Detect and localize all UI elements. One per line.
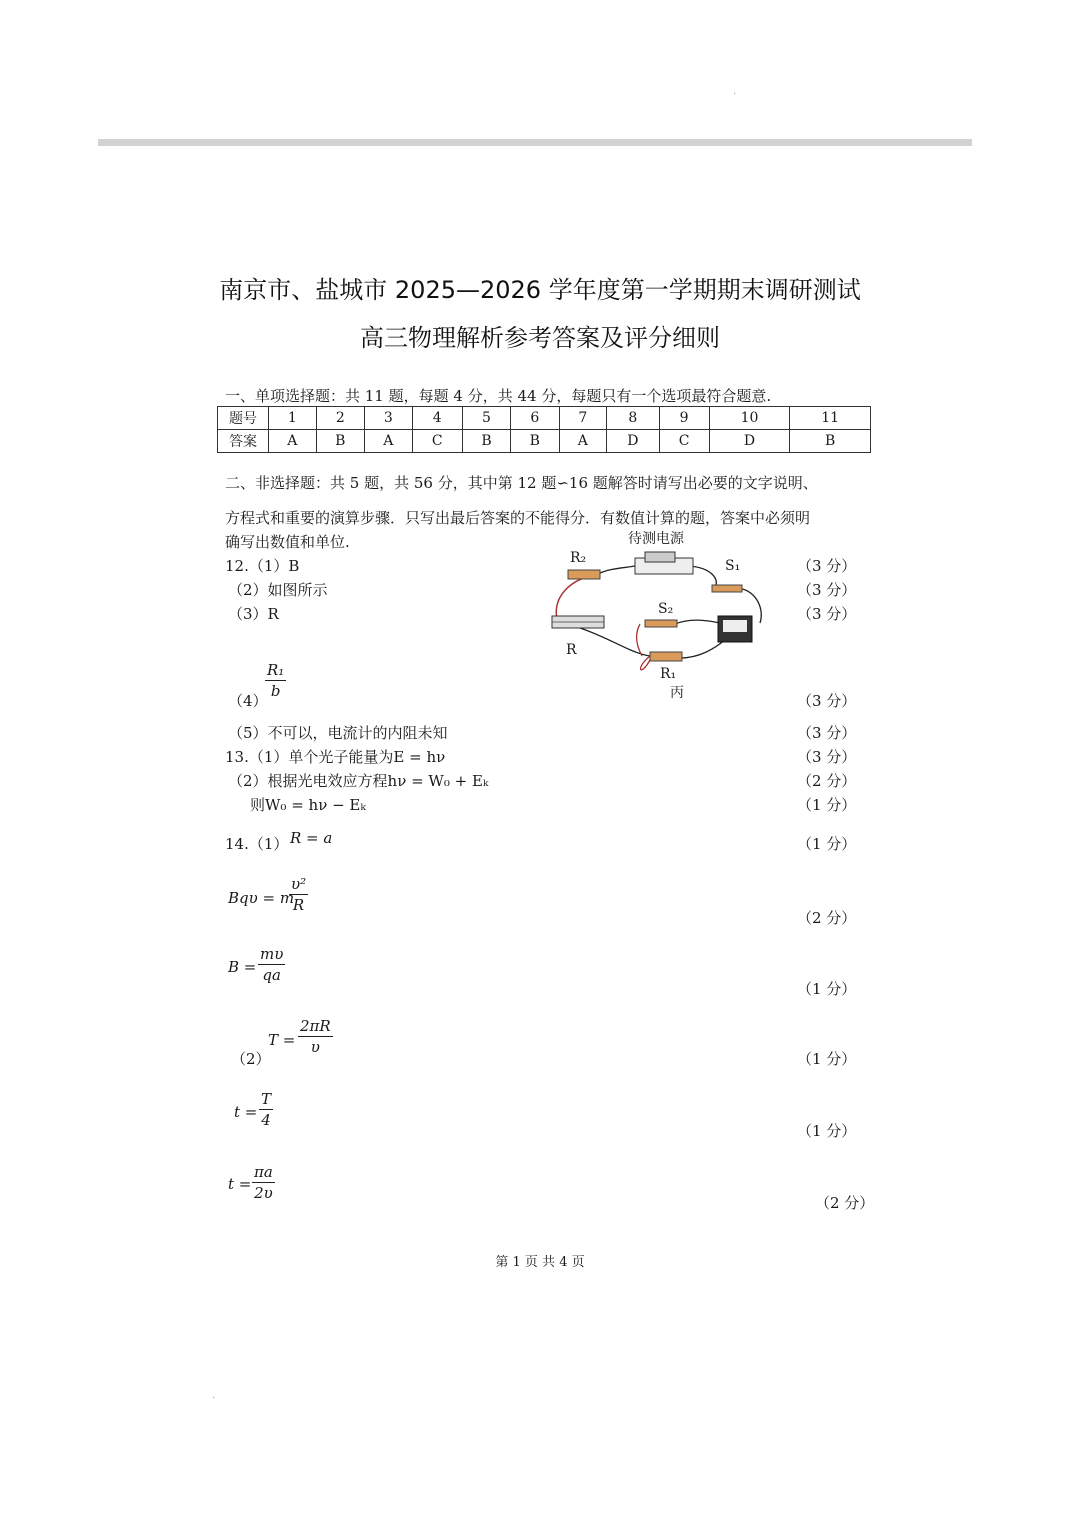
fraction-denominator: υ — [310, 1038, 320, 1056]
q14-eq2-lhs: Bqυ = m — [228, 889, 295, 907]
q12-part5: （5）不可以，电流计的内阻未知 — [228, 724, 448, 742]
score: （3 分） — [797, 724, 857, 742]
r1-label: R₁ — [660, 666, 677, 682]
q14-part2-label: （2） — [231, 1050, 271, 1068]
fraction-numerator: mυ — [260, 945, 284, 963]
table-cell: A — [559, 430, 607, 453]
score: （3 分） — [797, 605, 857, 623]
table-cell: 10 — [709, 407, 790, 430]
table-cell: 8 — [607, 407, 659, 430]
table-cell: C — [659, 430, 709, 453]
page-top-bar — [98, 139, 972, 146]
table-cell: B — [511, 430, 559, 453]
table-cell: B — [790, 430, 871, 453]
table-row-answers — [218, 430, 871, 453]
score: （2 分） — [797, 909, 857, 927]
score: （1 分） — [797, 1050, 857, 1068]
table-cell: 3 — [364, 407, 412, 430]
score: （1 分） — [797, 796, 857, 814]
q12-fraction — [265, 660, 286, 701]
speck: . — [212, 1390, 216, 1401]
speck: . — [733, 86, 737, 97]
q12-part3: （3）R — [228, 605, 279, 623]
score: （3 分） — [797, 692, 857, 710]
table-cell: 5 — [462, 407, 510, 430]
diagram-caption: 丙 — [670, 685, 684, 701]
table-cell: 1 — [269, 407, 317, 430]
fraction-denominator: b — [270, 682, 281, 700]
fraction-numerator: T — [261, 1090, 272, 1108]
answer-table — [217, 406, 871, 453]
score: （2 分） — [815, 1194, 875, 1212]
score: （3 分） — [797, 581, 857, 599]
table-cell: 11 — [790, 407, 871, 430]
source-label: 待测电源 — [628, 531, 684, 547]
score: （2 分） — [797, 772, 857, 790]
fraction-numerator: R₁ — [267, 661, 285, 679]
document-subtitle: 高三物理解析参考答案及评分细则 — [360, 324, 720, 352]
q13-part2: （2）根据光电效应方程hν = W₀ + Eₖ — [228, 772, 489, 790]
table-cell: 2 — [316, 407, 364, 430]
q14-eq3-lhs: B = — [228, 958, 257, 976]
q14-eq5-fraction — [259, 1089, 273, 1130]
table-cell: 4 — [412, 407, 462, 430]
fraction-denominator: 2υ — [254, 1184, 273, 1202]
s2-label: S₂ — [658, 601, 674, 617]
q14-eq6-fraction — [252, 1162, 275, 1203]
fraction-numerator: υ² — [291, 875, 307, 893]
q14-eq5-lhs: t = — [234, 1103, 258, 1121]
r-label: R — [566, 642, 577, 658]
q14-eq4-fraction — [298, 1016, 333, 1057]
table-cell: B — [316, 430, 364, 453]
score: （1 分） — [797, 980, 857, 998]
score: （1 分） — [797, 835, 857, 853]
section-1-heading: 一、单项选择题：共 11 题，每题 4 分，共 44 分，每题只有一个选项最符合题意. — [225, 387, 772, 405]
q13-part3: 则W₀ = hν − Eₖ — [250, 796, 366, 814]
q14-eq1: R = a — [290, 829, 333, 847]
q14-eq4-lhs: T = — [268, 1031, 296, 1049]
table-cell: D — [709, 430, 790, 453]
document-title: 南京市、盐城市 2025—2026 学年度第一学期期末调研测试 — [219, 276, 861, 304]
q14-eq6-lhs: t = — [228, 1175, 252, 1193]
page-footer: 第 1 页 共 4 页 — [495, 1255, 585, 1270]
q12-part1: 12.（1）B — [225, 557, 300, 575]
table-cell: 7 — [559, 407, 607, 430]
fraction-denominator: R — [292, 896, 305, 914]
fraction-numerator: πa — [254, 1163, 273, 1181]
q14-eq3-fraction — [258, 944, 285, 985]
section-2-heading: 二、非选择题：共 5 题，共 56 分，其中第 12 题∽16 题解答时请写出必要的文字说明、 — [225, 474, 818, 492]
q12-part4-label: （4） — [228, 692, 268, 710]
circuit-diagram — [540, 528, 780, 703]
score: （3 分） — [797, 748, 857, 766]
table-cell: B — [462, 430, 510, 453]
q14-part1-label: 14.（1） — [225, 835, 289, 853]
score: （3 分） — [797, 557, 857, 575]
score: （1 分） — [797, 1122, 857, 1140]
table-cell: 9 — [659, 407, 709, 430]
q12-part2: （2）如图所示 — [228, 581, 328, 599]
table-cell: A — [364, 430, 412, 453]
table-cell: C — [412, 430, 462, 453]
table-cell: 6 — [511, 407, 559, 430]
table-cell: D — [607, 430, 659, 453]
table-header-answer: 答案 — [218, 430, 269, 453]
table-cell: A — [269, 430, 317, 453]
q14-eq2-fraction — [289, 874, 308, 915]
r2-label: R₂ — [570, 550, 587, 566]
fraction-denominator: 4 — [261, 1111, 271, 1129]
q13-part1: 13.（1）单个光子能量为E = hν — [225, 748, 446, 766]
section-2-text: 方程式和重要的演算步骤．只写出最后答案的不能得分．有数值计算的题，答案中必须明 — [225, 509, 811, 527]
table-row-numbers — [218, 407, 871, 430]
section-2-text: 确写出数值和单位. — [225, 533, 350, 551]
fraction-numerator: 2πR — [300, 1017, 331, 1035]
s1-label: S₁ — [725, 558, 741, 574]
fraction-denominator: qa — [262, 966, 281, 984]
table-header-number: 题号 — [218, 407, 269, 430]
